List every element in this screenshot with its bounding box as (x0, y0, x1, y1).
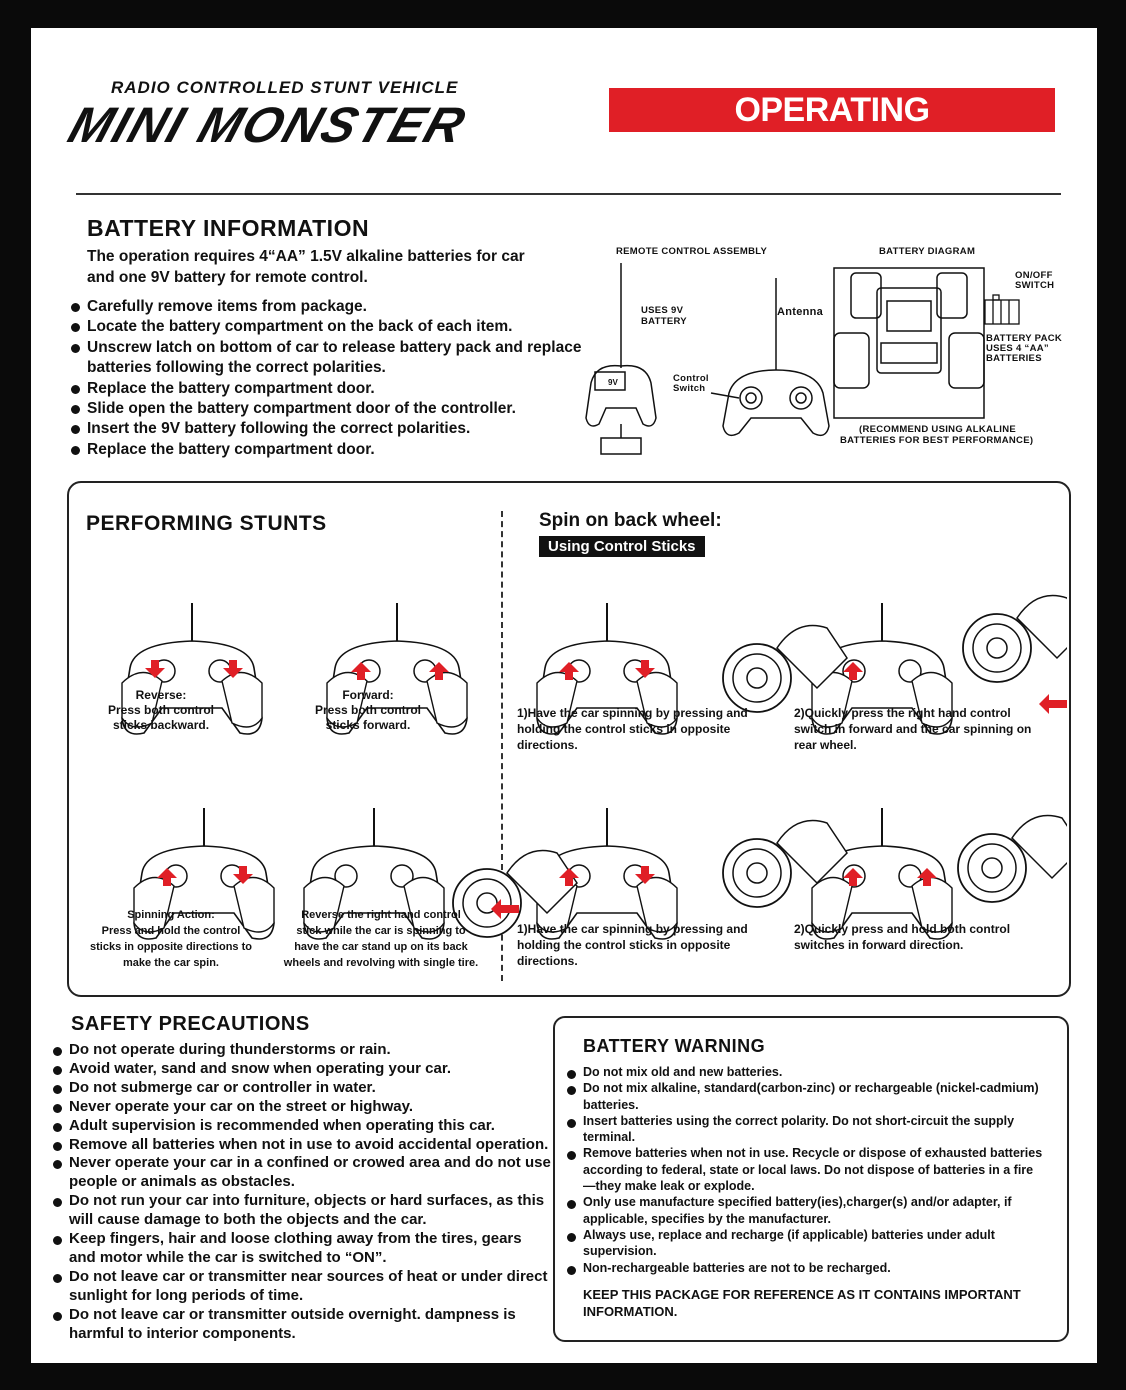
list-item: Slide open the battery compartment door of the controller. (69, 399, 599, 419)
battery-diagram (829, 263, 989, 423)
operating-instructions-banner: OPERATING INSTRUCTIONS (609, 88, 1055, 132)
reverse-right-caption-line3: have the car stand up on its back (294, 941, 468, 953)
battery-intro: The operation requires 4“AA” 1.5V alkaline batteries for car and one 9V battery for remote control. (87, 248, 525, 286)
list-item: Keep fingers, hair and loose clothing away from the tires, gears and motor while the car is switched to “ON”. (51, 1230, 551, 1268)
battery-info-title: BATTERY INFORMATION (87, 215, 370, 241)
list-item: Avoid water, sand and snow when operating your car. (51, 1060, 551, 1079)
uses-9v-label-2: BATTERY (641, 316, 687, 327)
performing-stunts-title: PERFORMING STUNTS (86, 512, 327, 535)
reverse-right-caption-line2: stick while the car is spinning to (296, 925, 466, 937)
spin-step-1b: 1)Have the car spinning by pressing and holding the control sticks in opposite directions. (517, 922, 748, 968)
list-item: Insert batteries using the correct polarity. Do not short-circuit the supply terminal. (565, 1113, 1045, 1146)
spin-title: Spin on back wheel: (539, 510, 722, 531)
uses-9v-label: USES 9V (641, 305, 684, 316)
list-item: Remove all batteries when not in use to avoid accidental operation. (51, 1136, 551, 1155)
logo-tagline: RADIO CONTROLLED STUNT VEHICLE (111, 78, 459, 97)
list-item: Do not operate during thunderstorms or rain. (51, 1041, 551, 1060)
on-off-switch-label-2: SWITCH (1015, 280, 1055, 291)
forward-caption-line3: sticks forward. (325, 718, 411, 732)
forward-caption-title: Forward: (342, 688, 394, 702)
reverse-caption-line3: sticks backward. (112, 718, 210, 732)
control-switch-label: Control (673, 373, 709, 384)
on-off-switch-label: ON/OFF (1015, 270, 1053, 281)
reverse-caption-title: Reverse: (135, 688, 187, 702)
list-item: Remove batteries when not in use. Recycle or dispose of exhausted batteries according to federal, state or local laws. Do not dispose of batteries in a fire—they make leak or explode. (565, 1145, 1045, 1194)
battery-steps (69, 297, 599, 460)
list-item: Do not run your car into furniture, objects or hard surfaces, as this will cause damage to both the objects and the car. (51, 1192, 551, 1230)
manual-page (31, 28, 1097, 1363)
list-item: Always use, replace and recharge (if applicable) batteries under adult supervision. (565, 1227, 1045, 1260)
list-item: Do not leave car or transmitter outside overnight. dampness is harmful to interior components. (51, 1306, 551, 1344)
nine-volt-label: 9V (608, 378, 618, 387)
reverse-caption-line2: Press both control (107, 703, 214, 717)
list-item: Do not submerge car or controller in water. (51, 1079, 551, 1098)
spin-step-1a: 1)Have the car spinning by pressing and holding the control sticks in opposite directions. (517, 706, 748, 752)
spinning-caption-line4: make the car spin. (123, 957, 219, 969)
list-item: Only use manufacture specified battery(ies),charger(s) and/or adapter, if applicable, specifies by the manufacturer. (565, 1194, 1045, 1227)
list-item: Never operate your car on the street or highway. (51, 1098, 551, 1117)
battery-pack-label-3: BATTERIES (986, 353, 1042, 364)
battery-warning-list (565, 1064, 1045, 1276)
spin-subtitle: Using Control Sticks (539, 536, 705, 557)
list-item: Replace the battery compartment door. (69, 379, 599, 399)
recommend-note-2: BATTERIES FOR BEST PERFORMANCE) (840, 435, 1034, 446)
forward-caption-line2: Press both control (314, 703, 421, 717)
list-item: Unscrew latch on bottom of car to release battery pack and replace batteries following the correct polarities. (69, 338, 599, 379)
header-divider (76, 193, 1061, 195)
spinning-caption-line3: sticks in opposite directions to (90, 941, 252, 953)
reverse-right-caption-line4: wheels and revolving with single tire. (283, 957, 479, 969)
remote-assembly-title: REMOTE CONTROL ASSEMBLY (616, 246, 768, 257)
battery-diagram-title: BATTERY DIAGRAM (879, 246, 976, 257)
list-item: Do not mix old and new batteries. (565, 1064, 1045, 1080)
antenna-label: Antenna (777, 306, 824, 318)
list-item: Do not mix alkaline, standard(carbon-zinc) or rechargeable (nickel-cadmium) batteries. (565, 1080, 1045, 1113)
reverse-right-caption-line1: Reverse the right hand control (301, 909, 461, 921)
remote-diagram (581, 258, 831, 458)
safety-title: SAFETY PRECAUTIONS (71, 1013, 310, 1035)
list-item: Non-rechargeable batteries are not to be recharged. (565, 1260, 1045, 1276)
spin-step-2b: 2)Quickly press and hold both control switches in forward direction. (794, 922, 1011, 952)
spinning-caption-line2: Press and hold the control (101, 925, 241, 937)
battery-pack-label: BATTERY PACK (986, 333, 1063, 344)
battery-warning-title: BATTERY WARNING (583, 1036, 766, 1056)
list-item: Do not leave car or transmitter near sources of heat or under direct sunlight for long periods of time. (51, 1268, 551, 1306)
list-item: Carefully remove items from package. (69, 297, 599, 317)
list-item: Insert the 9V battery following the correct polarities. (69, 419, 599, 439)
control-switch-label-2: Switch (673, 383, 706, 394)
keep-package-note: KEEP THIS PACKAGE FOR REFERENCE AS IT CONTAINS IMPORTANT INFORMATION. (583, 1287, 1021, 1319)
battery-pack-icon (983, 294, 1023, 326)
list-item: Locate the battery compartment on the back of each item. (69, 317, 599, 337)
spin-step-2a: 2)Quickly press the right hand control switch in forward and the car spinning on rear wheel. (794, 706, 1032, 752)
battery-pack-label-2: USES 4 “AA” (986, 343, 1049, 354)
list-item: Replace the battery compartment door. (69, 440, 599, 460)
list-item: Never operate your car in a confined or crowed area and do not use people or animals as obstacles. (51, 1154, 551, 1192)
list-item: Adult supervision is recommended when operating this car. (51, 1117, 551, 1136)
logo: MINI MONSTER (61, 97, 474, 153)
recommend-note: (RECOMMEND USING ALKALINE (859, 424, 1017, 435)
safety-list (51, 1041, 551, 1344)
spinning-caption-title: Spinning Action: (127, 909, 215, 921)
